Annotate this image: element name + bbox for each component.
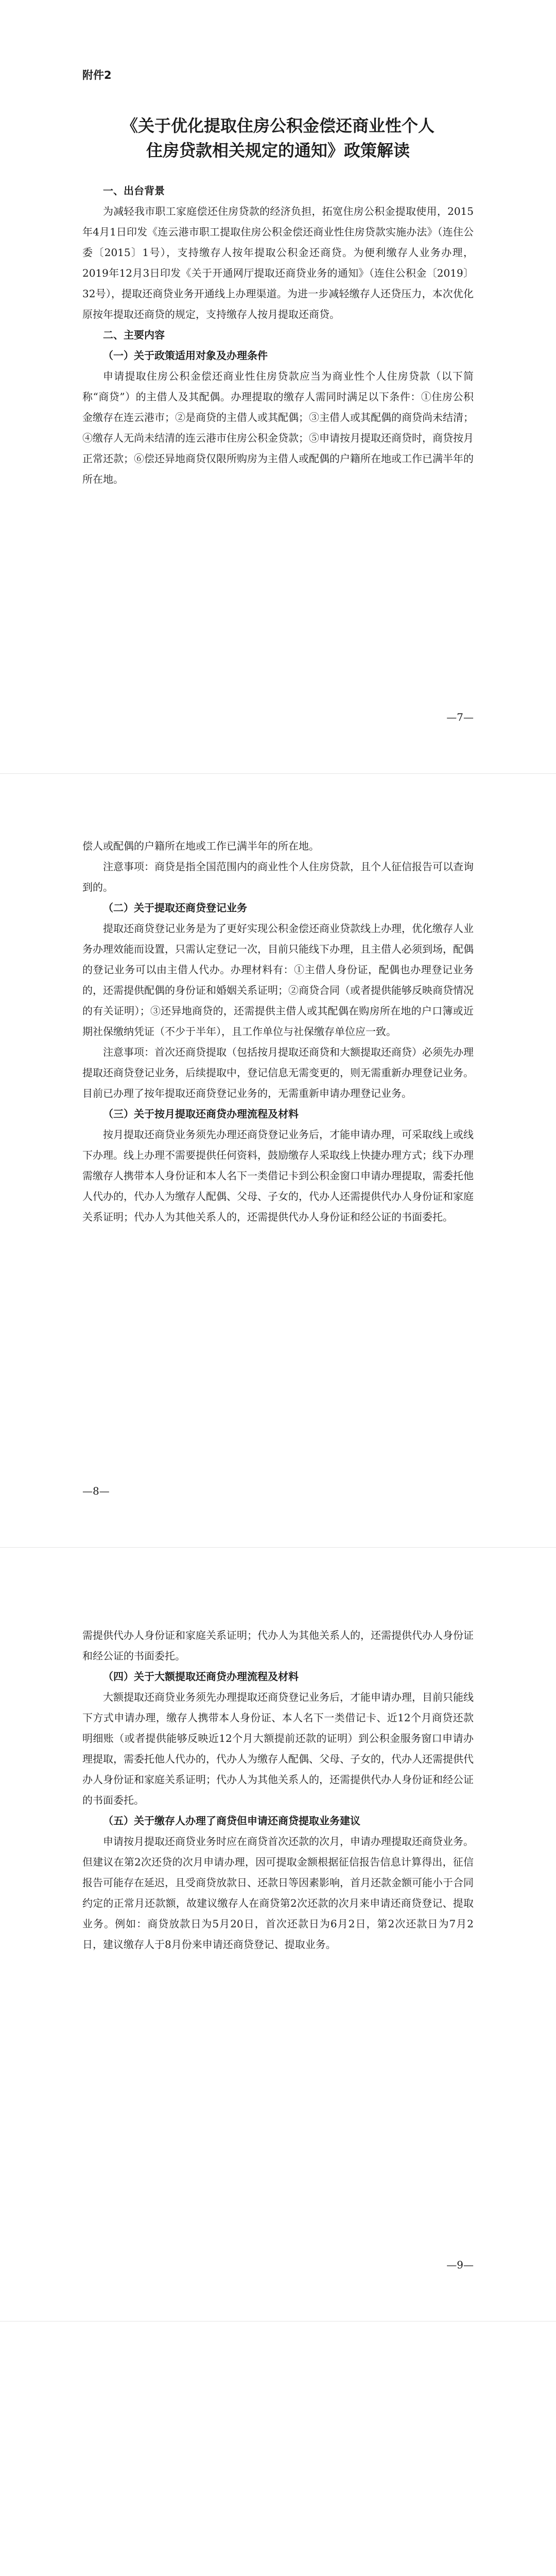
subsection-3-heading: （三）关于按月提取还商贷办理流程及材料 [103,1108,299,1120]
subsection-5-paragraph: 申请按月提取还商贷业务时应在商贷首次还款的次月，申请办理提取还商贷业务。但建议在第2次还贷的次月申请办理，因可提取金额根据征信报告信息计算得出，征信报告可能存在延迟，且受商贷放款日、还款日等因素影响，首月还款金额可能小于合同约定的正常月还款额，故建议缴存人在商贷第2次还款的次月来申请还商贷登记、提取业务。例如：商贷放款日为5月20日，首次还款日为6月2日，第2次还款日为7月2日，建议缴存人于8月份来申请还商贷登记、提取业务。 [82,1835,474,1951]
document-title [82,113,474,163]
subsection-1-paragraph: 申请提取住房公积金偿还商业性住房贷款应当为商业性个人住房贷款（以下简称“商贷”）的主借人及其配偶。办理提取的缴存人需同时满足以下条件：①住房公积金缴存在连云港市；②是商贷的主借人或其配偶；③主借人或其配偶的商贷尚未结清；④缴存人无尚未结清的连云港市住房公积金贷款；⑤申请按月提取还商贷时，商贷按月正常还款；⑥偿还异地商贷仅限所购房为主借人或配偶的户籍所在地或工作已满半年的所在地。 [82,370,474,485]
document-title-line-1: 《关于优化提取住房公积金偿还商业性个人 [121,116,435,135]
subsection-3-paragraph: 按月提取还商贷业务须先办理还商贷登记业务后，才能申请办理，可采取线上或线下办理。线上办理不需要提供任何资料，鼓励缴存人采取线上快捷办理方式；线下办理需缴存人携带本人身份证和本人名下一类借记卡到公积金窗口申请办理提取，需委托他人代办的，代办人为缴存人配偶、父母、子女的，代办人还需提供代办人身份证和家庭关系证明；代办人为其他关系人的，还需提供代办人身份证和经公证的书面委托。 [82,1128,474,1223]
page-7-content [82,67,474,485]
subsection-2-heading: （二）关于提取还商贷登记业务 [103,902,247,914]
page-7 [0,0,556,774]
attachment-label: 附件2 [82,69,112,81]
page-number-8: —8— [82,1485,110,1497]
page-10 [0,2321,556,2576]
subsection-3-paragraph-continued: 需提供代办人身份证和家庭关系证明；代办人为其他关系人的，还需提供代办人身份证和经公证的书面委托。 [82,1629,474,1662]
subsection-1-heading: （一）关于政策适用对象及办理条件 [103,349,268,362]
page-number-9: —9— [446,2259,474,2271]
page-9-content [82,1625,474,1955]
subsection-4-heading: （四）关于大额提取还商贷办理流程及材料 [103,1670,299,1683]
background-paragraph: 为减轻我市职工家庭偿还住房贷款的经济负担，拓宽住房公积金提取使用，2015年4月1日印发《连云港市职工提取住房公积金偿还商业性住房贷款实施办法》（连住公委〔2015〕1号），支持缴存人按年提取公积金还商贷。为便利缴存人业务办理，2019年12月3日印发《关于开通网厅提取还商贷业务的通知》（连住公积金〔2019〕32号），提取还商贷业务开通线上办理渠道。为进一步减轻缴存人还贷压力，本次优化原按年提取还商贷的规定，支持缴存人按月提取还商贷。 [82,205,474,320]
document-title-line-2: 住房贷款相关规定的通知》政策解读 [146,141,410,160]
page-8-content [82,836,474,1248]
subsection-2-note: 注意事项：首次还商贷提取（包括按月提取还商贷和大额提取还商贷）必须先办理提取还商贷登记业务，后续提取中，登记信息无需变更的，则无需重新办理登记业务。目前已办理了按年提取还商贷登记业务的，无需重新申请办理登记业务。 [82,1046,474,1099]
page-number-7: —7— [446,711,474,723]
subsection-1-paragraph-continued: 偿人或配偶的户籍所在地或工作已满半年的所在地。 [82,840,319,852]
subsection-1-note: 注意事项：商贷是指全国范围内的商业性个人住房贷款，且个人征信报告可以查询到的。 [82,860,474,893]
page-8 [0,774,556,1548]
subsection-2-paragraph: 提取还商贷登记业务是为了更好实现公积金偿还商业贷款线上办理，优化缴存人业务办理效能而设置，只需认定登记一次，目前只能线下办理，且主借人必须到场，配偶的登记业务可以由主借人代办。办理材料有：①主借人身份证，配偶也办理登记业务的，还需提供配偶的身份证和婚姻关系证明；②商贷合同（或者提供能够反映商贷情况的有关证明）；③还异地商贷的，还需提供主借人或其配偶在购房所在地的户口簿或近期社保缴纳凭证（不少于半年），且工作单位与社保缴存单位应一致。 [82,922,474,1038]
subsection-4-paragraph: 大额提取还商贷业务须先办理提取还商贷登记业务后，才能申请办理，目前只能线下方式申请办理，缴存人携带本人身份证、本人名下一类借记卡、近12个月商贷还款明细账（或者提供能够反映近12个月大额提前还款的证明）到公积金服务窗口申请办理提取，需委托他人代办的，代办人为缴存人配偶、父母、子女的，代办人还需提供代办人身份证和家庭关系证明；代办人为其他关系人的，还需提供代办人身份证和经公证的书面委托。 [82,1691,474,1806]
background-heading: 一、出台背景 [103,184,165,197]
page-9 [0,1548,556,2321]
main-content-heading: 二、主要内容 [103,329,165,341]
subsection-5-heading: （五）关于缴存人办理了商贷但申请还商贷提取业务建议 [103,1815,360,1827]
